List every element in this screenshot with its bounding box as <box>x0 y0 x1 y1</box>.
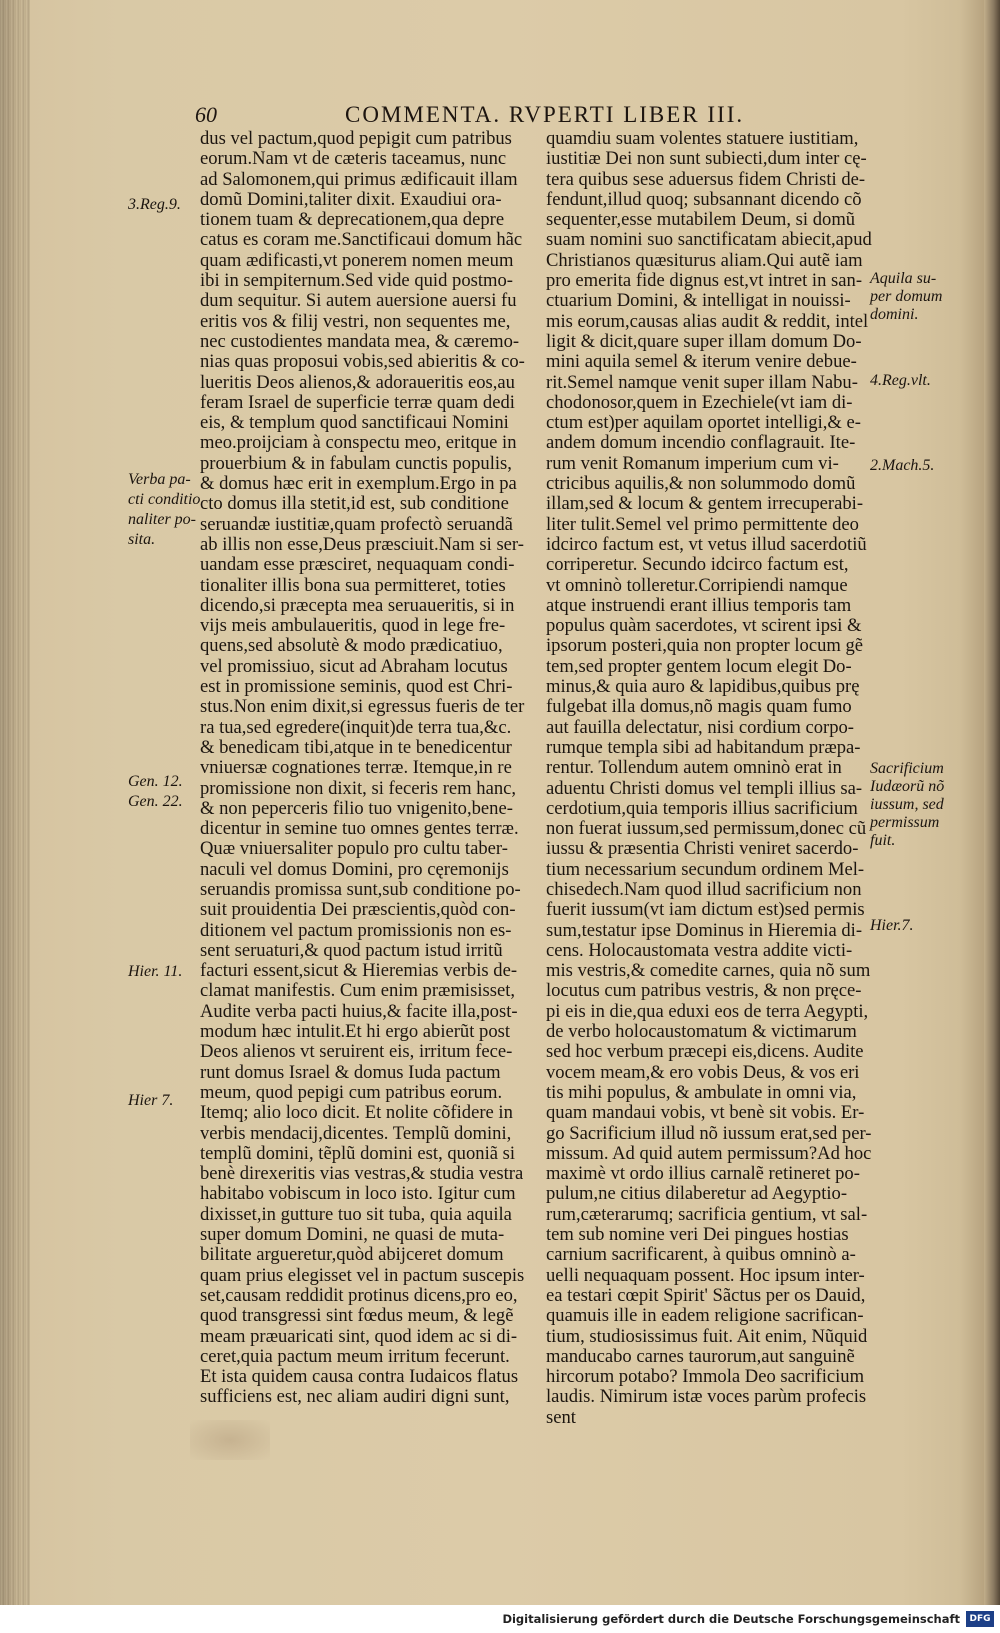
text-line: meam præuaricati sint, quod idem ac si di- <box>200 1325 518 1347</box>
text-line: Quæ vniuersaliter populo pro cultu taber- <box>200 838 508 860</box>
text-line: facturi essent,sicut & Hieremias verbis de- <box>200 960 518 982</box>
text-line: uelli nequaquam possent. Hoc ipsum inter- <box>546 1264 865 1286</box>
text-line: sequenter,esse mutabilem Deum, si domũ <box>546 209 856 231</box>
text-line: tionem tuam & deprecationem,qua depre <box>200 209 505 231</box>
text-line: aduentu Christi domus vel templi illius sa- <box>546 777 863 799</box>
margin-note-right: Sacrificium Iudæorũ nõ iussum, sed permissum fuit. <box>870 760 945 849</box>
text-line: tera quibus sese aduersus fidem Christi de- <box>546 168 866 190</box>
text-line: pi eis in die,qua eduxi eos de terra Aegypti, <box>546 1000 869 1022</box>
text-line: dicendo,si præcepta mea seruaueritis, si in <box>200 594 515 616</box>
text-line: stus.Non enim dixit,si egressus fueris de ter <box>200 696 525 718</box>
margin-note-right: Aquila su- per domum domini. <box>870 270 943 323</box>
text-line: bilitate argueretur,quòd abijceret domum <box>200 1244 504 1266</box>
text-line: & benedicam tibi,atque in te benedicentur <box>200 736 512 758</box>
text-line: rentur. Tollendum autem omninò erat in <box>546 757 842 779</box>
text-line: nec custodientes mandata mea, & cæremo- <box>200 330 520 352</box>
text-line: ad Salomonem,qui primus ædificauit illam <box>200 168 518 190</box>
text-line: fendunt,illud quoq; subsannant dicendo cõ <box>546 188 862 210</box>
text-line: sent <box>546 1406 576 1428</box>
text-line: lueritis Deos alienos,& adoraueritis eos,au <box>200 371 515 393</box>
text-line: eorum.Nam vt de cæteris taceamus, nunc <box>200 148 507 170</box>
text-line: hircorum potabo? Immola Deo sacrificium <box>546 1366 865 1388</box>
margin-note-right: Hier.7. <box>870 917 914 934</box>
text-line: eis, & templum quod sanctificaui Nomini <box>200 412 509 434</box>
text-line: est in promissione seminis, quod est Chri- <box>200 676 513 698</box>
text-line: sufficiens est, nec aliam audiri digni sunt, <box>200 1386 510 1408</box>
text-line: sent seruaturi,& quod pactum istud irritũ <box>200 939 503 961</box>
margin-note-left: 3.Reg.9. <box>128 196 181 213</box>
text-line: sum,testatur ipse Dominus in Hieremia di- <box>546 919 863 941</box>
text-line: chisedech.Nam quod illud sacrificium non <box>546 878 862 900</box>
text-line: liter tulit.Semel vel primo permittente deo <box>546 513 859 535</box>
text-line: mis vestris,& comedite carnes, quia nõ sum <box>546 960 871 982</box>
text-line: dixisset,in gutture tuo sit tuba, quia aquila <box>200 1203 512 1225</box>
text-line: Deos alienos vt seruirent eis, irritum fece- <box>200 1041 513 1063</box>
text-line: quam prius elegisset vel in pactum suscepis <box>200 1264 525 1286</box>
text-line: tionaliter illis bona sua permitteret, toties <box>200 574 506 596</box>
margin-note-left: Gen. 22. <box>128 793 183 810</box>
text-line: seruandis promissa sunt,sub conditione po- <box>200 878 521 900</box>
text-line: ctuarium Domini, & intelligat in nouissi- <box>546 290 851 312</box>
text-line: modum hæc intulit.Et hi ergo abierũt post <box>200 1021 511 1043</box>
text-line: dum sequitur. Si autem auersione auersi fu <box>200 290 517 312</box>
text-line: quamuis ille in eadem religione sacrifican- <box>546 1305 864 1327</box>
text-line: dus vel pactum,quod pepigit cum patribus <box>200 128 512 149</box>
text-line: vocem meam,& ero vobis Deus, & vos eri <box>546 1061 860 1083</box>
text-line: ligit & dicit,quare super illam domum Do- <box>546 330 862 352</box>
text-line: seruandæ iustitiæ,quam profectò seruandã <box>200 513 513 535</box>
text-line: benè direxeritis vias vestras,& studia vestra <box>200 1163 524 1185</box>
text-line: vijs meis ambulaueritis, quod in lege fre- <box>200 615 506 637</box>
text-line: naculi vel domus Domini, pro cęremonijs <box>200 858 509 880</box>
text-line: quod transgressi sint fœdus meum, & legẽ <box>200 1305 514 1327</box>
text-line: quamdiu suam volentes statuere iustitiam, <box>546 128 859 149</box>
text-line: ab illis non esse,Deus præsciuit.Nam si ser- <box>200 533 524 555</box>
text-line: sed hoc verbum præcepi eis,dicens. Audite <box>546 1041 864 1063</box>
book-page-edges <box>0 0 30 1633</box>
text-line: Itemq; alio loco dicit. Et nolite cõfidere in <box>200 1102 513 1124</box>
text-line: go Sacrificium illud nõ iussum erat,sed per- <box>546 1122 872 1144</box>
text-line: verbis mendacij,dicentes. Templũ domini, <box>200 1122 512 1144</box>
right-text-column <box>546 129 896 1428</box>
margin-note-left: Hier. 11. <box>128 963 183 980</box>
text-line: ibi in sempiternum.Sed vide quid postmo- <box>200 270 513 292</box>
text-line: idcirco factum est, vt vetus illud sacerdotiũ <box>546 533 867 555</box>
text-line: Audite verba pacti huius,& facite illa,post- <box>200 1000 518 1022</box>
text-line: non fuerat iussum,sed permissum,donec cũ <box>546 818 867 840</box>
page-number: 60 <box>195 102 217 127</box>
text-line: ctum est)per aquilam oportet intelligi,& e- <box>546 412 861 434</box>
text-line: ceret,quia pactum meum irritum fecerunt. <box>200 1345 510 1367</box>
text-line: meo.proijciam à conspectu meo, eritque in <box>200 432 517 454</box>
text-line: manducabo carnes taurorum,aut sanguinẽ <box>546 1345 855 1367</box>
text-line: dicentur in semine tuo omnes gentes terræ. <box>200 818 519 840</box>
text-line: set,causam reddidit protinus dicens,pro eo, <box>200 1284 518 1306</box>
margin-note-right: 2.Mach.5. <box>870 457 935 474</box>
paper-stain <box>190 1420 270 1460</box>
text-line: quam mandaui vobis, vt benè sit vobis. Er- <box>546 1102 865 1124</box>
text-line: prouerbium & in fabulam cunctis populis, <box>200 452 512 474</box>
text-line: minus,& quia auro & lapidibus,quibus prę <box>546 676 860 698</box>
text-line: eritis vos & filij vestri, non sequentes me, <box>200 310 511 332</box>
text-line: rumque templa sibi ad habitandum præpa- <box>546 736 861 758</box>
text-line: suit prouidentia Dei præscientis,quòd con- <box>200 899 516 921</box>
text-line: rit.Semel namque venit super illam Nabu- <box>546 371 858 393</box>
text-line: cens. Holocaustomata vestra addite victi- <box>546 939 853 961</box>
margin-note-right: 4.Reg.vlt. <box>870 372 931 389</box>
text-line: tium necessarium secundum ordinem Mel- <box>546 858 865 880</box>
text-line: clamat manifestis. Cum enim præmisisset, <box>200 980 516 1002</box>
text-line: & domus hæc erit in exemplum.Ergo in pa <box>200 473 517 495</box>
text-line: tem,sed propter gentem locum elegit Do- <box>546 655 852 677</box>
text-line: catus es coram me.Sanctificaui domum hãc <box>200 229 523 251</box>
text-line: ea testari cœpit Spirit' Sãctus per os Dauid, <box>546 1284 866 1306</box>
text-line: aut fauilla delectatur, nisi cordium corpo- <box>546 716 855 738</box>
text-line: habitabo vobiscum in loco isto. Igitur cum <box>200 1183 516 1205</box>
text-line: pulum,ne citius dilaberetur ad Aegyptio- <box>546 1183 848 1205</box>
text-line: pro emerita fide dignus est,vt intret in san- <box>546 270 863 292</box>
text-line: rum venit Romanum imperium cum vi- <box>546 452 839 474</box>
text-line: andem domum incendio conflagrauit. Ite- <box>546 432 856 454</box>
text-line: uandam esse præsciret, nequaquam condi- <box>200 554 515 576</box>
text-line: quam ædificasti,vt ponerem nomen meum <box>200 249 514 271</box>
text-line: vniuersæ cognationes terræ. Itemque,in re <box>200 757 512 779</box>
text-line: iussu & præsentia Christi veniret sacerdo- <box>546 838 859 860</box>
text-line: domũ Domini,taliter dixit. Exaudiui ora- <box>200 188 502 210</box>
text-line: cto domus illa stetit,id est, sub conditione <box>200 493 509 515</box>
text-line: missum. Ad quid autem permissum?Ad hoc <box>546 1142 872 1164</box>
text-line: quens,sed absolutè & modo prædicatiuo, <box>200 635 503 657</box>
text-line: ctricibus aquilis,& non solummodo domũ <box>546 473 856 495</box>
text-line: atque instruendi erant illius temporis tam <box>546 594 852 616</box>
digitization-footer <box>0 1605 1000 1633</box>
text-line: fuerit iussum(vt iam dictum est)sed permis <box>546 899 865 921</box>
text-line: ditionem vel pactum promissionis non es- <box>200 919 512 941</box>
text-line: templũ domini, tẽplũ domini est, quoniã si <box>200 1142 516 1164</box>
text-line: carnium sacrificarent, à quibus omninò a- <box>546 1244 856 1266</box>
running-head: COMMENTA. RVPERTI LIBER III. <box>345 102 745 127</box>
dfg-logo: DFG <box>966 1611 994 1627</box>
text-line: tem sub nomine veri Dei pingues hostias <box>546 1224 849 1246</box>
text-line: meum, quod pepigi cum patribus eorum. <box>200 1081 503 1103</box>
text-line: super domum Domini, ne quasi de muta- <box>200 1224 505 1246</box>
text-line: promissione non dixit, si feceris rem hanc, <box>200 777 517 799</box>
text-line: Et ista quidem causa contra Iudaicos flatus <box>200 1366 519 1388</box>
text-line: corriperetur. Secundo idcirco factum est, <box>546 554 849 576</box>
text-line: populus quàm sacerdotes, vt scirent ipsi & <box>546 615 862 637</box>
text-line: laudis. Nimirum istæ voces parùm profecis <box>546 1386 867 1408</box>
text-line: maximè vt ordo illius carnalẽ retineret po- <box>546 1163 860 1185</box>
text-line: & non peperceris filio tuo vnigenito,bene- <box>200 797 513 819</box>
text-line: cerdotium,quia temporis illius sacrificium <box>546 797 858 819</box>
text-line: Christianos quæsiturus aliam.Qui autẽ iam <box>546 249 863 271</box>
text-line: fulgebat illa domus,nõ magis quam fumo <box>546 696 852 718</box>
text-line: ra tua,sed egredere(inquit)de terra tua,&c. <box>200 716 512 738</box>
text-line: tium, studiosissimus fuit. Ait enim, Nũquid <box>546 1325 868 1347</box>
book-gutter-shadow <box>984 0 1000 1633</box>
margin-note-left: Gen. 12. <box>128 773 183 790</box>
text-line: mini aquila semel & iterum venire debue- <box>546 351 857 373</box>
footer-credit: Digitalisierung gefördert durch die Deutsche Forschungsgemeinschaft <box>502 1612 960 1626</box>
text-line: illam,sed & locum & gentem irrecuperabi- <box>546 493 864 515</box>
margin-note-left: Hier 7. <box>128 1092 174 1109</box>
left-text-column <box>200 129 540 1408</box>
text-line: runt domus Israel & domus Iuda pactum <box>200 1061 501 1083</box>
text-line: nias quas proposui vobis,sed abieritis & co- <box>200 351 525 373</box>
text-line: ipsorum posteri,quia non propter locum gẽ <box>546 635 864 657</box>
margin-note-left: Verba pa- cti conditio naliter po- sita. <box>128 471 201 548</box>
text-line: locutus cum patribus vestris, & non pręce- <box>546 980 862 1002</box>
text-line: vel promissiuo, sicut ad Abraham locutus <box>200 655 508 677</box>
text-line: feram Israel de superficie terræ quam dedi <box>200 391 515 413</box>
text-line: mis eorum,causas alias audit & reddit, intel <box>546 310 869 332</box>
text-line: rum,cæterarumq; sacrificia gentium, vt sal- <box>546 1203 868 1225</box>
text-line: chodonosor,quem in Ezechiele(vt iam di- <box>546 391 853 413</box>
text-line: suam nomini suo sanctificatam abiecit,apud <box>546 229 872 251</box>
text-line: vt omninò tolleretur.Corripiendi namque <box>546 574 848 596</box>
text-line: de verbo holocaustomatum & victimarum <box>546 1021 857 1043</box>
text-line: iustitiæ Dei non sunt subiecti,dum inter cę- <box>546 148 867 170</box>
text-line: tis mihi populus, & ambulate in omni via, <box>546 1081 857 1103</box>
